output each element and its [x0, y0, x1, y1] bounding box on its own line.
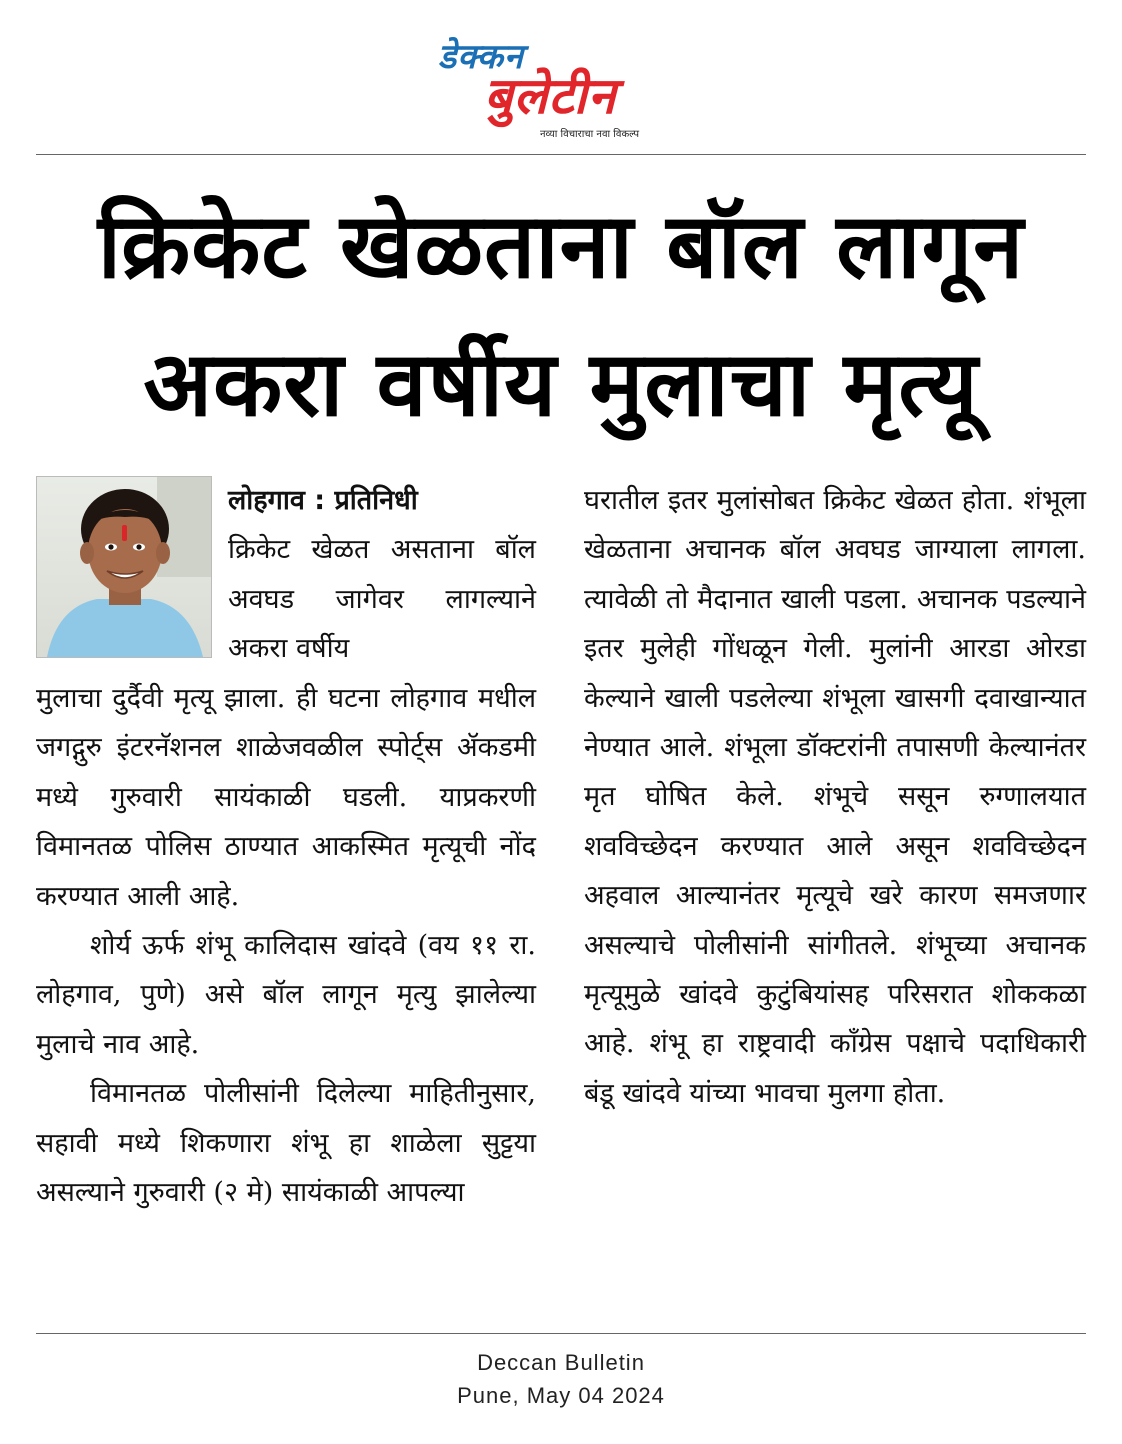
- headline-line-1: क्रिकेट खेळताना बॉल लागून: [97, 194, 1025, 299]
- column-1-top: [228, 476, 536, 674]
- footer: [0, 1346, 1122, 1412]
- masthead: [0, 22, 1122, 142]
- boy-photo: [36, 476, 212, 658]
- footer-publication: Deccan Bulletin: [477, 1350, 645, 1375]
- intro-paragraph: क्रिकेट खेळत असताना बॉल अवघड जागेवर लागल्याने अकरा वर्षीय: [228, 534, 536, 665]
- paragraph-3: विमानतळ पोलीसांनी दिलेल्या माहितीनुसार, सहावी मध्ये शिकणारा शंभू हा शाळेला सुट्टया असल्याने गुरुवारी (२ मे) सायंकाळी आपल्या: [36, 1078, 536, 1209]
- top-divider: [36, 154, 1086, 155]
- headline: [36, 178, 1086, 454]
- paragraph-1: मुलाचा दुर्दैवी मृत्यू झाला. ही घटना लोहगाव मधील जगद्गुरु इंटरनॅशनल शाळेजवळील स्पोर्ट्स ॲकडमी मध्ये गुरुवारी सायंकाळी घडली. याप्रकरणी विमानतळ पोलिस ठाण्यात आकस्मित मृत्यूची नोंद करण्यात आली आहे.: [36, 683, 536, 912]
- boy-portrait-image: [37, 477, 211, 657]
- column-2: [584, 476, 1086, 1118]
- byline: लोहगाव : प्रतिनिधी: [228, 485, 418, 516]
- deccan-bulletin-logo[interactable]: [438, 32, 678, 140]
- logo-top-text: डेक्कन: [438, 37, 524, 77]
- paragraph-4: घरातील इतर मुलांसोबत क्रिकेट खेळत होता. शंभूला खेळताना अचानक बॉल अवघड जाग्याला लागला. त्यावेळी तो मैदानात खाली पडला. अचानक पडल्याने इतर मुलेही गोंधळून गेली. मुलांनी आरडा ओरडा केल्याने खाली पडलेल्या शंभूला खासगी दवाखान्यात नेण्यात आले. शंभूला डॉक्टरांनी तपासणी केल्यानंतर मृत घोषित केले. शंभूचे ससून रुग्णालयात शवविच्छेदन करण्यात आले असून शवविच्छेदन अहवाल आल्यानंतर मृत्यूचे खरे कारण समजणार असल्याचे पोलीसांनी सांगीतले. शंभूच्या अचानक मृत्यूमुळे खांदवे कुटुंबियांसह परिसरात शोककळा आहे. शंभू हा राष्ट्रवादी काँग्रेस पक्षाचे पदाधिकारी बंडू खांदवे यांच्या भावचा मुलगा होता.: [584, 485, 1086, 1109]
- bottom-divider: [36, 1333, 1086, 1334]
- footer-dateline: Pune, May 04 2024: [457, 1383, 665, 1408]
- paragraph-2: शोर्य ऊर्फ शंभू कालिदास खांदवे (वय ११ रा. लोहगाव, पुणे) असे बॉल लागून मृत्यु झालेल्या मुलाचे नाव आहे.: [36, 930, 536, 1060]
- logo-main-text: बुलेटीन: [484, 67, 617, 125]
- column-1: [36, 674, 536, 1217]
- headline-line-2: अकरा वर्षीय मुलाचा मृत्यू: [143, 332, 979, 437]
- logo-tagline: नव्या विचाराचा नवा विकल्प: [540, 129, 640, 140]
